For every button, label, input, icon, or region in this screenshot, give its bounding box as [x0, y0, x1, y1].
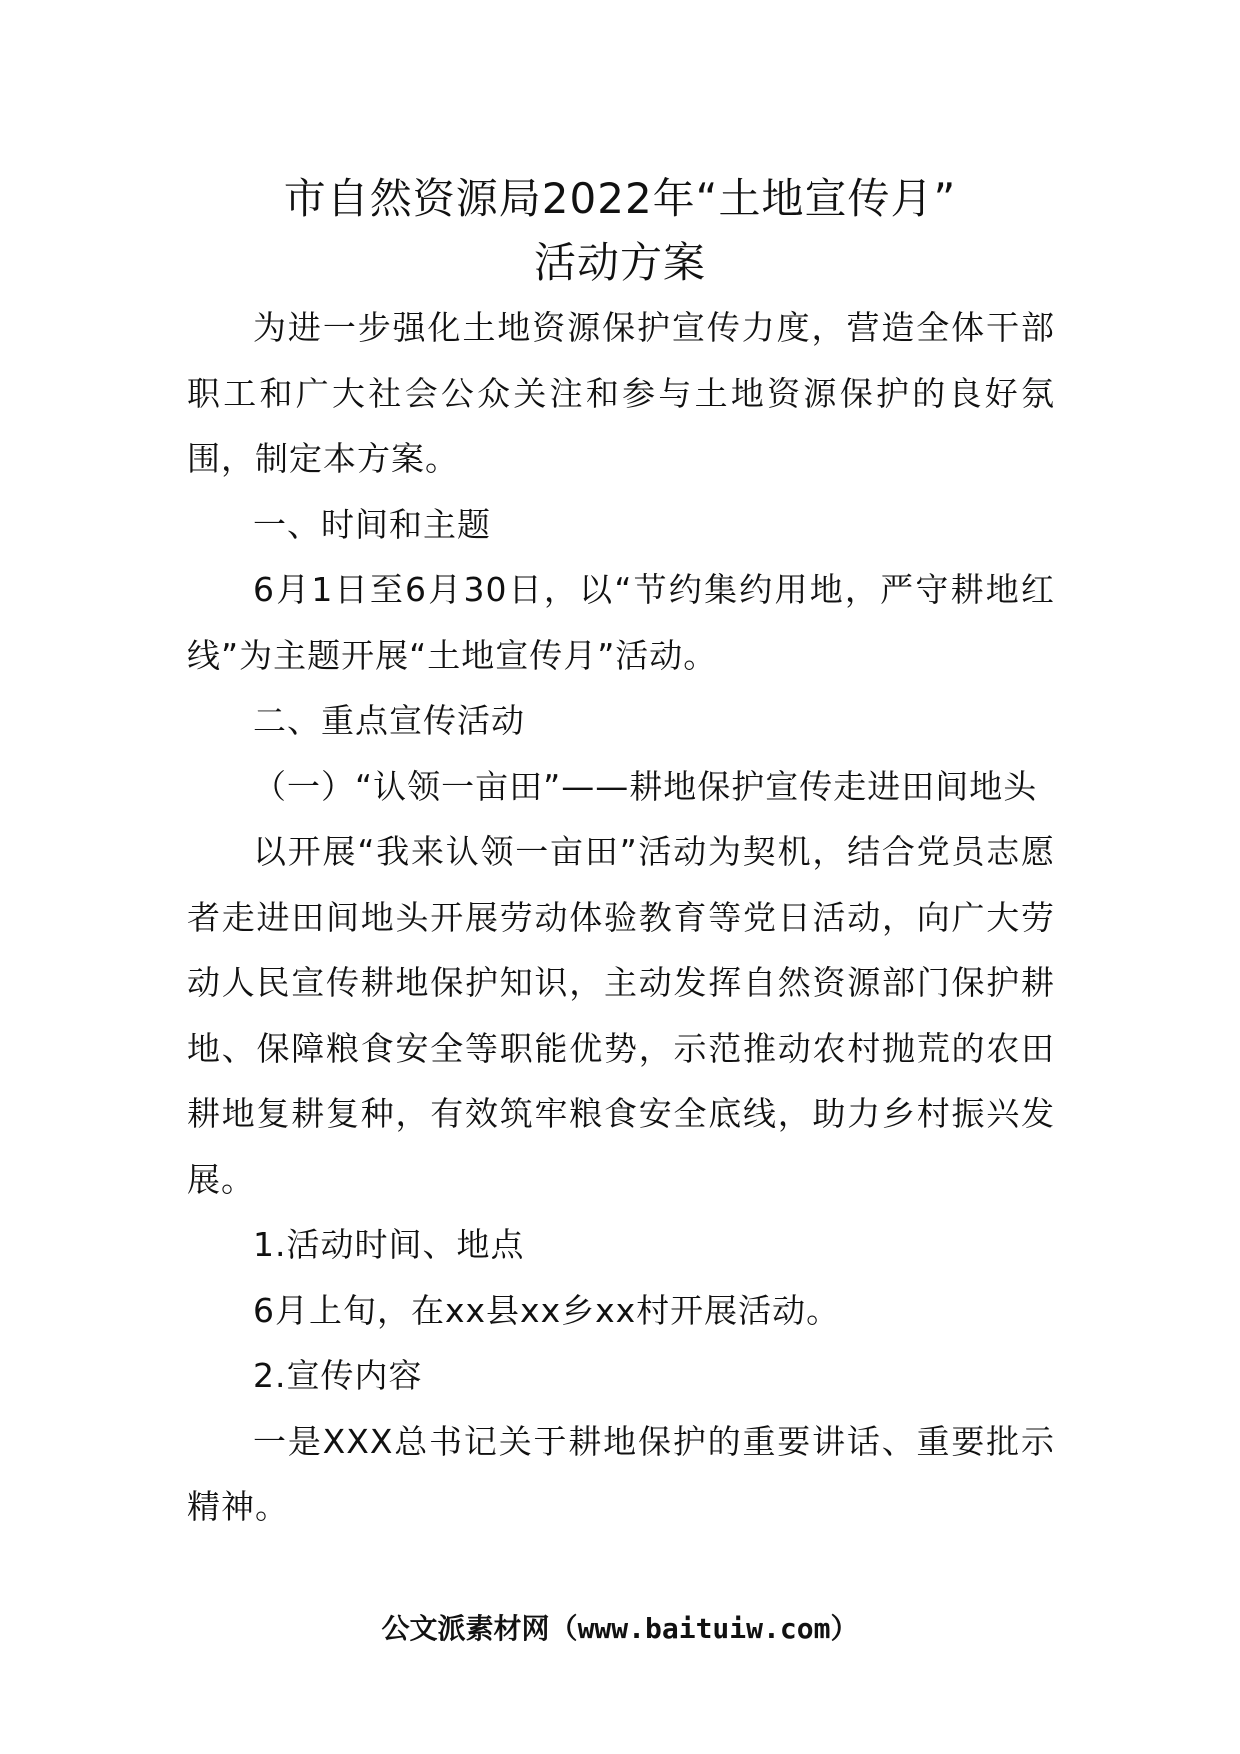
section-heading-key-activities: 二、重点宣传活动: [253, 701, 525, 740]
subsection-heading-claim-field: （一）“认领一亩田”——耕地保护宣传走进田间地头: [253, 766, 1038, 806]
document-title-line-1: 市自然资源局2022年“土地宣传月”: [283, 174, 957, 223]
footer-watermark: [0, 1609, 1240, 1649]
paragraph-time-place: 6月上旬，在xx县xx乡xx村开展活动。: [253, 1290, 841, 1330]
item-heading-content: 2.宣传内容: [253, 1356, 423, 1395]
item-heading-time-place: 1.活动时间、地点: [253, 1225, 525, 1264]
document-body: [187, 295, 1055, 1540]
footer-url: www.baituiw.com: [577, 1612, 831, 1645]
paragraph-content: 一是XXX总书记关于耕地保护的重要讲话、重要批示精神。: [187, 1421, 1055, 1526]
footer-close-paren: ）: [830, 1612, 859, 1645]
paragraph-intro: 为进一步强化土地资源保护宣传力度，营造全体干部职工和广大社会公众关注和参与土地资源保护的良好氛围，制定本方案。: [187, 308, 1055, 478]
paragraph-claim-field: 以开展“我来认领一亩田”活动为契机，结合党员志愿者走进田间地头开展劳动体验教育等党日活动，向广大劳动人民宣传耕地保护知识，主动发挥自然资源部门保护耕地、保障粮食安全等职能优势，示范推动农村抛荒的农田耕地复耕复种，有效筑牢粮食安全底线，助力乡村振兴发展。: [187, 832, 1055, 1199]
footer-site-name: 公文派素材网（: [381, 1612, 578, 1645]
document-title-line-2: 活动方案: [533, 238, 706, 287]
paragraph-time-theme: 6月1日至6月30日，以“节约集约用地，严守耕地红线”为主题开展“土地宣传月”活动。: [187, 570, 1055, 675]
section-heading-time-theme: 一、时间和主题: [253, 504, 491, 544]
